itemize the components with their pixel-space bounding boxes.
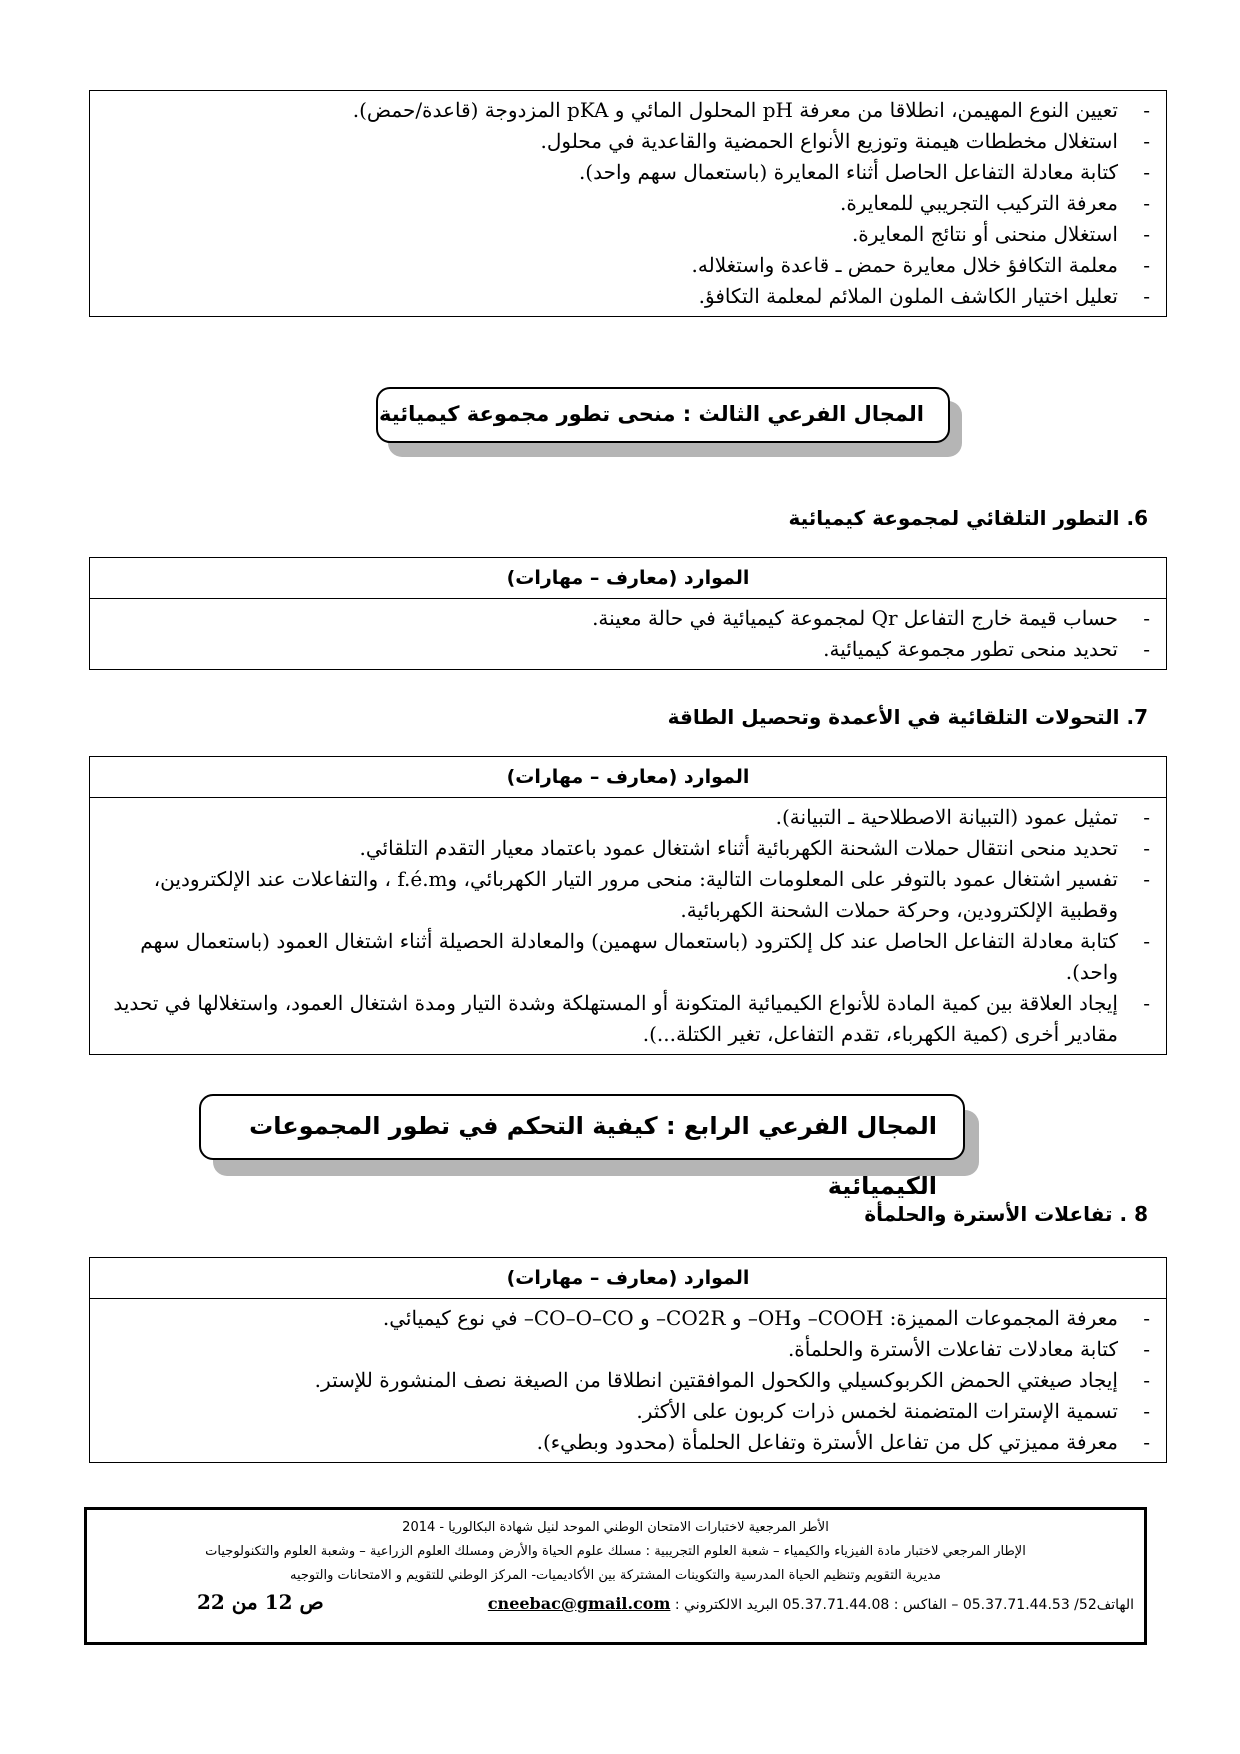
subdomain-4-banner [199,1094,979,1200]
table-header: الموارد (معارف – مهارات) [90,1258,1166,1299]
page-footer [84,1507,1147,1645]
list-item: - تحديد منحى انتقال حملات الشحنة الكهربائية أثناء اشتغال عمود باعتماد معيار التقدم التلقائي. [102,833,1154,864]
section-8-table [89,1257,1167,1463]
list-item: - إيجاد العلاقة بين كمية المادة للأنواع الكيميائية المتكونة أو المستهلكة وشدة التيار ومدة اشتغال العمود، واستغلالها في تحديد مقادير أخرى (كمية الكهرباء، تقدم التفاعل، تغير الكتلة...). [102,988,1154,1050]
footer-line: الأطر المرجعية لاختبارات الامتحان الوطني الموحد لنيل شهادة البكالوريا - 2014 [402,1520,829,1535]
email-link[interactable]: cneebac@gmail.com [487,1594,671,1613]
list-item: - كتابة معادلة التفاعل الحاصل أثناء المعايرة (باستعمال سهم واحد). [102,157,1154,188]
table-header: الموارد (معارف – مهارات) [90,558,1166,599]
list-item: - تسمية الإسترات المتضمنة لخمس ذرات كربون على الأكثر. [102,1396,1154,1427]
list-item: - تعيين النوع المهيمن، انطلاقا من معرفة pH المحلول المائي و pKA المزدوجة (قاعدة/حمض). [102,95,1154,126]
list-item: - كتابة معادلة التفاعل الحاصل عند كل إلكترود (باستعمال سهمين) والمعادلة الحصيلة أثناء اشتغال العمود (باستعمال سهم واحد). [102,926,1154,988]
section-7-heading: 7. التحولات التلقائية في الأعمدة وتحصيل الطاقة [667,705,1148,729]
list-item: - تمثيل عمود (التبيانة الاصطلاحية ـ التبيانة). [102,802,1154,833]
section-8-heading: 8 . تفاعلات الأسترة والحلمأة [864,1202,1148,1226]
list-item: - حساب قيمة خارج التفاعل Qr لمجموعة كيميائية في حالة معينة. [102,603,1154,634]
page-number: ص 12 من 22 [197,1590,324,1614]
footer-line: الإطار المرجعي لاختبار مادة الفيزياء والكيمياء – شعبة العلوم التجريبية : مسلك علوم الحياة والأرض ومسلك العلوم الزراعية – وشعبة العلوم والتكنولوجيات [205,1544,1026,1559]
list-item: - تعليل اختيار الكاشف الملون الملائم لمعلمة التكافؤ. [102,281,1154,312]
list-item: - معرفة المجموعات المميزة: COOH– وOH– و CO2R– و CO–O–CO– في نوع كيميائي. [102,1303,1154,1334]
section-6-table [89,557,1167,670]
subdomain-3-banner [376,387,962,459]
table-header: الموارد (معارف – مهارات) [90,757,1166,798]
objectives-box [89,90,1167,317]
section-6-heading: 6. التطور التلقائي لمجموعة كيميائية [788,506,1148,530]
contact-numbers: الهاتف52/ 05.37.71.44.53 – الفاكس : 05.37.71.44.08 البريد الالكتروني : [674,1597,1134,1613]
list-item: - استغلال مخططات هيمنة وتوزيع الأنواع الحمضية والقاعدية في محلول. [102,126,1154,157]
list-item: - إيجاد صيغتي الحمض الكربوكسيلي والكحول الموافقتين انطلاقا من الصيغة نصف المنشورة للإستر. [102,1365,1154,1396]
banner-title: المجال الفرعي الرابع : كيفية التحكم في تطور المجموعات الكيميائية [249,1112,937,1200]
list-item: - تفسير اشتغال عمود بالتوفر على المعلومات التالية: منحى مرور التيار الكهربائي، وf.é.m ، والتفاعلات عند الإلكترودين، وقطبية الإلكترودين، وحركة حملات الشحنة الكهربائية. [102,864,1154,926]
list-item: - استغلال منحنى أو نتائج المعايرة. [102,219,1154,250]
objectives-list [90,91,1166,316]
footer-contact [488,1594,1134,1613]
list-item: - تحديد منحى تطور مجموعة كيميائية. [102,634,1154,665]
list-item: - كتابة معادلات تفاعلات الأسترة والحلمأة. [102,1334,1154,1365]
section-7-table [89,756,1167,1055]
list-item: - معرفة التركيب التجريبي للمعايرة. [102,188,1154,219]
list-item: - معلمة التكافؤ خلال معايرة حمض ـ قاعدة واستغلاله. [102,250,1154,281]
footer-line: مديرية التقويم وتنظيم الحياة المدرسية والتكوينات المشتركة بين الأكاديميات- المركز الوطني للتقويم و الامتحانات والتوجيه [289,1568,941,1583]
banner-title: المجال الفرعي الثالث : منحى تطور مجموعة كيميائية [378,402,924,426]
list-item: - معرفة مميزتي كل من تفاعل الأسترة وتفاعل الحلمأة (محدود وبطيء). [102,1427,1154,1458]
